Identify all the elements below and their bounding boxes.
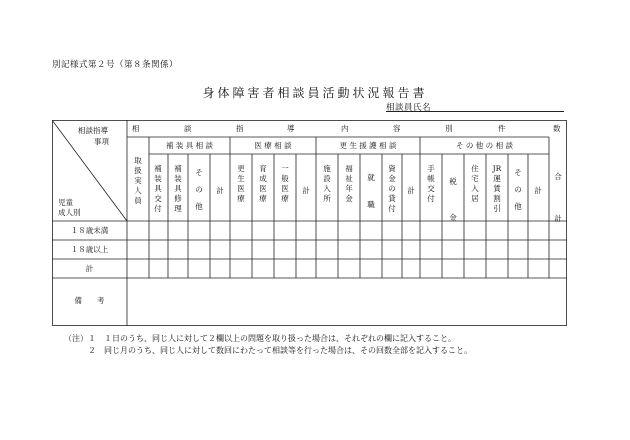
col-other-total: 計: [534, 186, 542, 195]
header-char: 相: [132, 124, 140, 133]
col-equipment-other: その他: [195, 168, 203, 211]
group-livelihood: 更 生 援 護 相 談: [339, 141, 397, 150]
header-char: 談: [184, 124, 192, 133]
col-livelihood-pension: 福祉年金: [345, 164, 353, 203]
col-medical-youth: 育成医療: [259, 164, 267, 203]
corner-label-top: 相談指導: [78, 126, 108, 135]
header-char: 容: [393, 124, 401, 133]
note-text: 同じ月のうち、同じ人に対して数回にわたって相談等を行った場合は、その回数全部を記入すること。: [104, 346, 472, 355]
group-equipment: 補 装 具 相 談: [165, 141, 214, 150]
col-other-handbook: 手帳交付: [427, 164, 435, 203]
corner-label-bottom-2: 成人別: [58, 208, 81, 217]
col-handled-persons: 取扱実人員: [134, 156, 142, 205]
notes: [58, 333, 472, 357]
col-medical-general: 一般医療: [281, 164, 289, 203]
group-other: そ の 他 の 相 談: [456, 141, 513, 150]
row-18-and-over: １８歳以上: [70, 245, 109, 254]
col-equipment-total: 計: [216, 186, 224, 195]
header-char: 導: [287, 124, 295, 133]
report-table: [52, 120, 567, 326]
col-livelihood-facility: 施設入所: [323, 164, 331, 203]
counselor-name-label: 相談員氏名: [386, 103, 432, 113]
col-other-housing: 住宅入居: [471, 164, 479, 203]
header-char: 数: [553, 124, 561, 133]
col-other-tax: 税金: [449, 177, 457, 222]
col-medical-total: 計: [302, 186, 310, 195]
col-livelihood-total: 計: [407, 186, 415, 195]
col-livelihood-loan: 資金の貸付: [388, 164, 396, 213]
col-medical-rehab: 更生医療: [237, 164, 245, 203]
col-other-jr-discount: JR運賃割引: [492, 164, 502, 213]
col-other-other: その他: [514, 168, 522, 211]
col-equipment-repair: 補装具修理: [174, 164, 182, 213]
header-char: 別: [445, 124, 453, 133]
remarks-label: 備 考: [74, 296, 105, 305]
header-char: 指: [236, 124, 244, 133]
note-number: （注）１: [64, 334, 96, 343]
note-text: １日のうち、同じ人に対して２欄以上の問題を取り扱った場合は、それぞれの欄に記入すること。: [104, 334, 456, 343]
col-livelihood-employment: 就職: [367, 173, 375, 209]
form-reference: 別記様式第２号（第８条関係）: [52, 60, 179, 70]
header-char: 件: [498, 124, 506, 133]
row-under-18: １８歳未満: [70, 226, 109, 235]
row-total: 計: [85, 264, 94, 273]
group-medical: 医 療 相 談: [254, 141, 292, 150]
page-title: 身体障害者相談員活動状況報告書: [202, 86, 428, 100]
col-grand-total: 合 計: [554, 172, 562, 223]
header-char: 内: [341, 124, 349, 133]
note-number: ２: [88, 346, 96, 355]
counselor-name-field[interactable]: [386, 111, 564, 112]
corner-label-bottom: 児童: [58, 198, 73, 207]
note-item: [58, 333, 472, 345]
note-item: [58, 345, 472, 357]
corner-label-top-2: 事項: [94, 137, 109, 146]
col-equipment-issue: 補装具交付: [154, 164, 162, 213]
remarks-field[interactable]: [128, 279, 566, 325]
